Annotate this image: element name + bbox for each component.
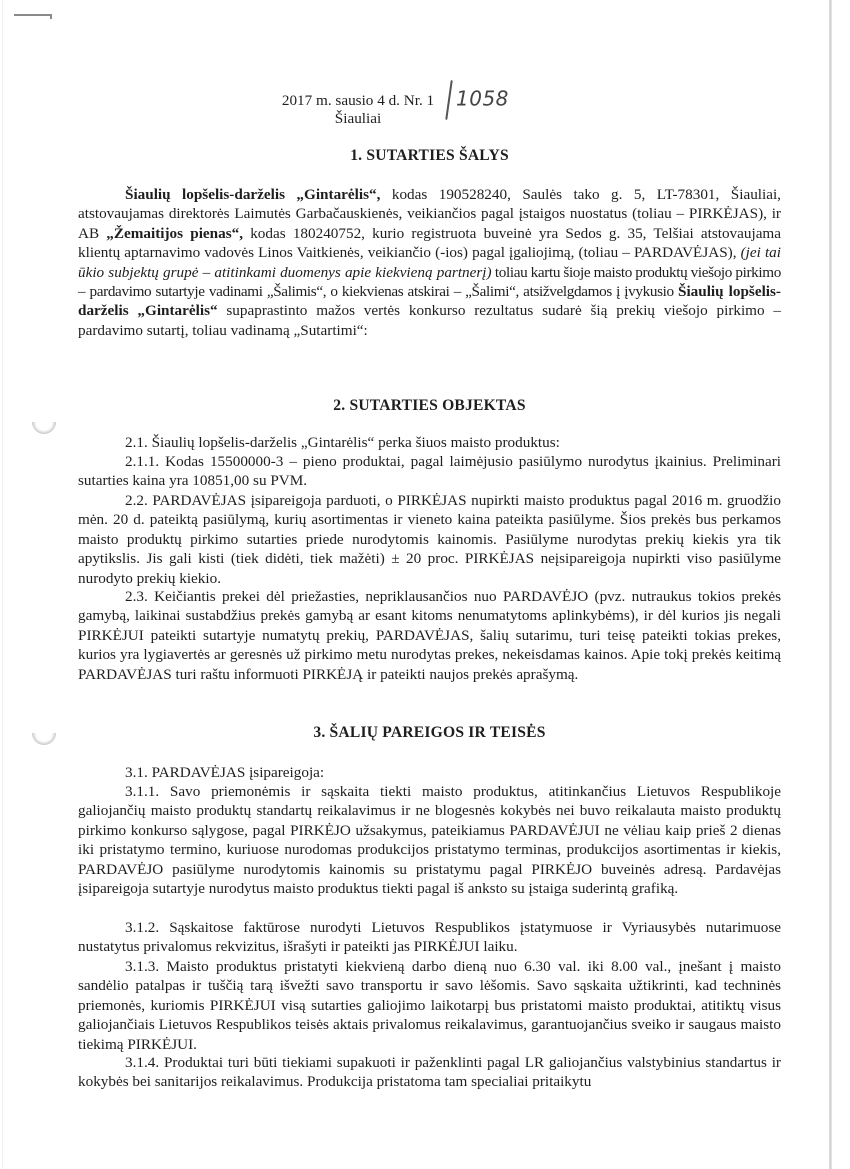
parties-text-3: toliau kartu šioje maisto produktų viešojo pirkimo – pardavimo sutartyje vadinami „Šalimis“, o kiekvienas atskirai – „Šalimi“, atsižvelgdamos į įvykusio	[78, 263, 781, 301]
clause-3-1-3: 3.1.3. Maisto produktus pristatyti kiekvieną darbo dieną nuo 6.30 val. iki 8.00 val., įnešant į maisto sandėlio patalpas ir tuščią tarą išvežti savo transportu ir savo lėšomis. Savo sąskaita užtikrinti, kad techninės priemonės, kuriomis PIRKĖJUI visą sutarties galiojimo laikotarpį bus pristatomi maisto produktai, atitiktų visus galiojančiais Lietuvos Respublikos teisės aktais privalomus reikalavimus, garantuojančius sveiko ir saugaus maisto tiekimą PIRKĖJUI.	[78, 958, 781, 1053]
scan-edge-right	[829, 0, 832, 1169]
clause-2-1-1: 2.1.1. Kodas 15500000-3 – pieno produktai, pagal laimėjusio pasiūlymo nurodytus įkainius. Preliminari sutarties kaina yra 10851,00 su PVM.	[78, 453, 781, 490]
staple-mark	[14, 14, 52, 16]
parties-text-4: supaprastinto mažos vertės konkurso rezultatus sudarė šią prekių viešojo pirkimo – pardavimo sutartį, toliau vadinamą „Sutartimi“:	[78, 302, 781, 339]
document-header	[238, 92, 478, 128]
punch-hole-top	[32, 422, 56, 434]
punch-hole-bottom	[32, 733, 56, 745]
clause-3-1: 3.1. PARDAVĖJAS įsipareigoja:	[125, 764, 325, 781]
section-title-duties: 3. ŠALIŲ PAREIGOS IR TEISĖS	[313, 724, 546, 741]
clause-3-1-4: 3.1.4. Produktai turi būti tiekiami supakuoti ir paženklinti pagal LR galiojančius valstybinius standartus ir kokybės bei sanitarijos reikalavimus. Produkcija pristatoma tam specialiai pritaikytu	[78, 1054, 781, 1091]
city-line: Šiauliai	[334, 110, 382, 127]
buyer-name: Šiaulių lopšelis-darželis „Gintarėlis“,	[125, 186, 381, 203]
clause-2-2: 2.2. PARDAVĖJAS įsipareigoja parduoti, o PIRKĖJAS nupirkti maisto produktus pagal 2016 m. gruodžio mėn. 20 d. pateiktą pasiūlymą, kurių asortimentas ir vieneto kaina pateikta pasiūlyme. Šios prekės bus perkamos maisto produktų pirkimo sutarties priede nurodytomis kainomis. Pasiūlyme nurodytas prekių kiekis yra tik apytikslis. Jis gali kisti (tiek didėti, tiek mažėti) ± 20 proc. PIRKĖJAS neįsipareigoja nupirkti viso pasiūlyme nurodyto prekių kiekio.	[78, 492, 781, 587]
handwritten-number-text: 1058	[456, 86, 509, 111]
seller-name: „Žemaitijos pienas“,	[106, 224, 244, 242]
clause-3-1-1: 3.1.1. Savo priemonėmis ir sąskaita tiekti maisto produktus, atitinkančius Lietuvos Respublikoje galiojančių maisto produktų standartų reikalavimus ir ne blogesnės kokybės nei buvo reikalauta maisto produktų pirkimo konkurso sąlygose, pagal PIRKĖJO užsakymus, pateikiamus PARDAVĖJUI ne vėliau kaip prieš 2 dienas iki pristatymo termino, kuriuose nurodomas produkcijos pristatymo terminas, produkcijos asortimentas ir kiekis, PARDAVĖJO pasiūlyme nurodytomis kainomis su pristatymu pagal PIRKĖJO buveinės adresą. Pardavėjas įsipareigoja sutartyje nurodytus maisto produktus tiekti pagal iš anksto su įstaiga suderintą grafiką.	[78, 783, 781, 898]
parties-text-1: kodas 190528240, Saulės tako g. 5, LT-78301, Šiauliai, atstovaujamas direktorės Laimutės Garbačauskienės, veikiančios pagal įstaigos nuostatus (toliau – PIRKĖJAS), ir AB	[78, 186, 781, 242]
buyer-name-2: Šiaulių lopšelis-darželis „Gintarėlis“	[78, 283, 781, 320]
clause-2-1: 2.1. Šiaulių lopšelis-darželis „Gintarėlis“ perka šiuos maisto produktus:	[125, 434, 560, 451]
date-number-line: 2017 m. sausio 4 d. Nr. 1	[281, 92, 435, 109]
clause-2-3: 2.3. Keičiantis prekei dėl priežasties, nepriklausančios nuo PARDAVĖJO (pvz. nutraukus tokios prekės gamybą, laikinai sustabdžius prekės gamybą ar esant kitoms nenumatytoms aplinkybėms), ir dėl kurios jis negali PIRKĖJUI pateikti sutartyje numatytų prekių, PARDAVĖJAS, šalių sutarimu, turi teisę pateikti tokias prekes, kurios yra lygiavertės ar geresnės už pirkimo metu nurodytas prekes, nekeisdamas kainos. Apie tokį prekės keitimą PARDAVĖJAS turi raštu informuoti PIRKĖJĄ ir pateikti naujos prekės aprašymą.	[78, 588, 781, 683]
italic-note: (jei tai ūkio subjektų grupė – atitinkami duomenys apie kiekvieną partnerį)	[78, 244, 781, 281]
paragraph-parties	[78, 185, 781, 340]
section-title-object: 2. SUTARTIES OBJEKTAS	[333, 397, 526, 414]
clause-3-1-2: 3.1.2. Sąskaitose faktūrose nurodyti Lietuvos Respublikos įstatymuose ir Vyriausybės nutarimuose nustatytus privalomus rekvizitus, išrašyti ir pateikti jas PIRKĖJUI laiku.	[78, 919, 781, 956]
parties-text-2: kodas 180240752, kurio registruota buveinė yra Sedos g. 35, Telšiai atstovaujama klientų aptarnavimo vadovės Linos Vaitkienės, veikiančio (-ios) pagal įgaliojimą, (toliau – PARDAVĖJAS),	[78, 224, 781, 262]
section-title-parties: 1. SUTARTIES ŠALYS	[350, 147, 509, 164]
scan-edge-left	[2, 0, 3, 1169]
handwritten-registration-number	[448, 80, 509, 120]
